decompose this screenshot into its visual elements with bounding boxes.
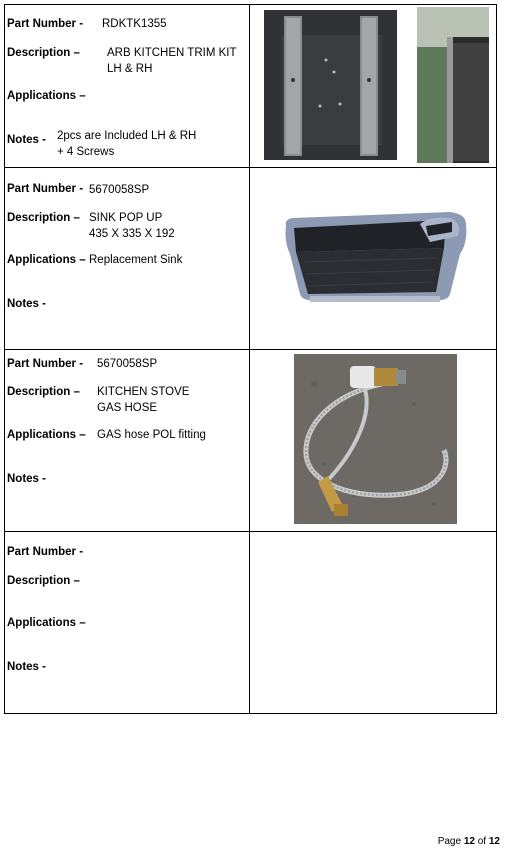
part-row: [4, 532, 497, 714]
part-info-cell: [5, 350, 250, 531]
part-row: [4, 168, 497, 350]
part-row: [4, 350, 497, 532]
part-info-cell: [5, 532, 250, 713]
applications-value: GAS hose POL fitting: [97, 429, 206, 441]
gas-hose-photo: [294, 354, 457, 524]
part-number-label: Part Number -: [7, 546, 84, 558]
applications-label: Applications –: [7, 429, 86, 441]
part-number-value: 5670058SP: [97, 358, 158, 370]
total-pages-number: 12: [488, 836, 500, 847]
applications-label: Applications –: [7, 617, 86, 629]
description-label: Description –: [7, 212, 80, 224]
trim-kit-photo: [264, 10, 397, 160]
page-word: Page: [437, 836, 462, 847]
part-info-cell: [5, 5, 250, 167]
part-image-cell: [250, 532, 496, 713]
description-value: SINK POP UP 435 X 335 X 192: [89, 212, 175, 240]
current-page-number: 12: [463, 836, 475, 847]
applications-label: Applications –: [7, 254, 86, 266]
notes-label: Notes -: [7, 134, 46, 146]
part-number-label: Part Number -: [7, 183, 84, 195]
applications-value: Replacement Sink: [89, 254, 183, 266]
description-value: KITCHEN STOVE GAS HOSE: [97, 386, 190, 414]
description-label: Description –: [7, 386, 80, 398]
part-number-value: 5670058SP: [89, 184, 150, 196]
part-image-cell: [250, 5, 496, 167]
part-row: [4, 4, 497, 168]
part-info-cell: [5, 168, 250, 349]
description-label: Description –: [7, 575, 80, 587]
applications-label: Applications –: [7, 90, 86, 102]
part-number-value: RDKTK1355: [102, 18, 167, 30]
parts-table: [4, 4, 497, 714]
trim-kit-detail-photo: [417, 7, 489, 163]
notes-label: Notes -: [7, 298, 46, 310]
of-word: of: [477, 836, 487, 847]
notes-label: Notes -: [7, 473, 46, 485]
part-image-cell: [250, 350, 496, 531]
sink-photo: [280, 202, 470, 304]
description-value: ARB KITCHEN TRIM KIT LH & RH: [107, 47, 237, 75]
notes-value: 2pcs are Included LH & RH + 4 Screws: [57, 130, 197, 158]
part-number-label: Part Number -: [7, 18, 84, 30]
part-image-cell: [250, 168, 496, 349]
page-footer: [438, 836, 500, 847]
description-label: Description –: [7, 47, 80, 59]
notes-label: Notes -: [7, 661, 46, 673]
part-number-label: Part Number -: [7, 358, 84, 370]
